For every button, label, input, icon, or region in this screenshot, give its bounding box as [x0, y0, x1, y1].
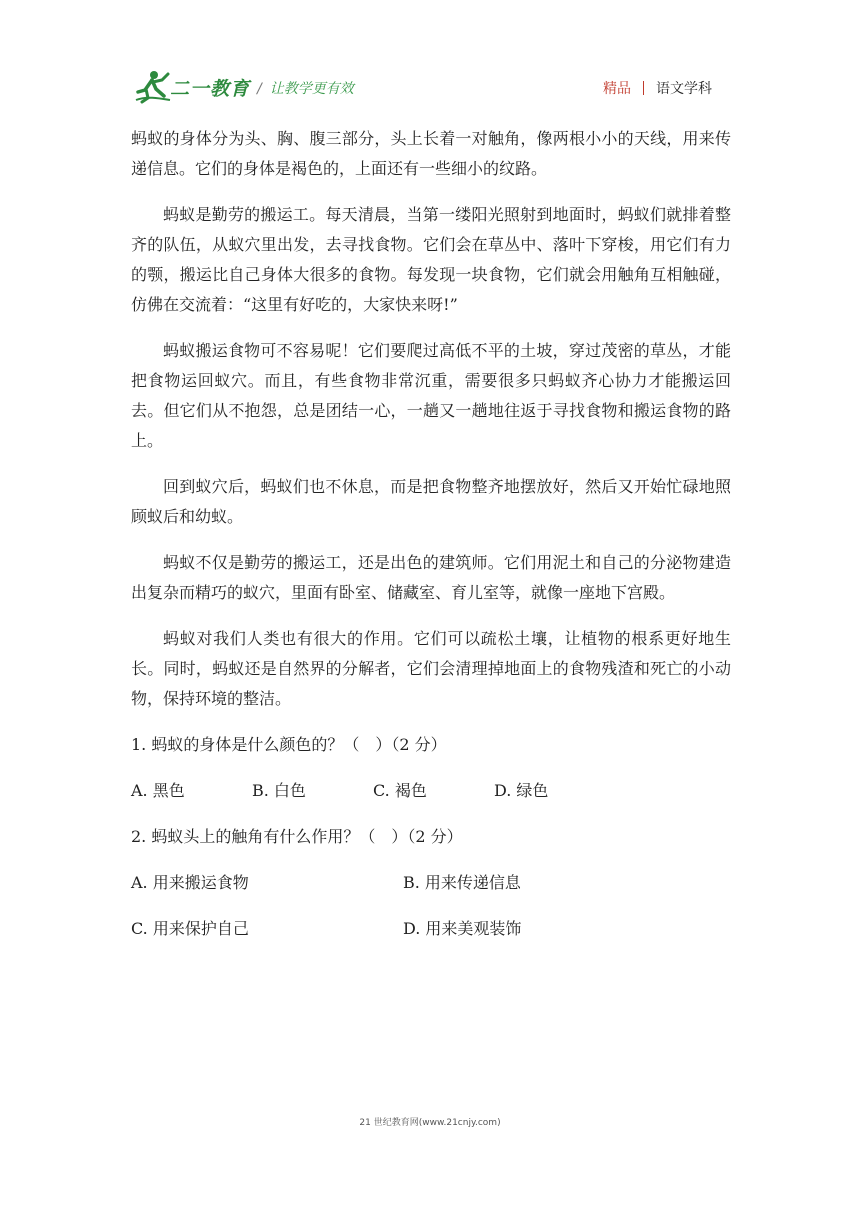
question-1-options: [131, 776, 731, 806]
passage-paragraph-3: 蚂蚁搬运食物可不容易呢！它们要爬过高低不平的土坡，穿过茂密的草丛，才能把食物运回蚁穴。而且，有些食物非常沉重，需要很多只蚂蚁齐心协力才能搬运回去。但它们从不抱怨，总是团结一心，一趟又一趟地往返于寻找食物和搬运食物的路上。: [131, 341, 731, 450]
question-2-option-c: C. 用来保护自己: [131, 919, 249, 938]
header-divider: [643, 81, 644, 95]
question-1-option-a: A. 黑色: [131, 781, 185, 800]
question-2-option-b: B. 用来传递信息: [403, 873, 521, 892]
subject-label: 语文学科: [656, 81, 712, 97]
question-1-option-c: C. 褐色: [373, 781, 427, 800]
passage-paragraph-6: 蚂蚁对我们人类也有很大的作用。它们可以疏松土壤，让植物的根系更好地生长。同时，蚂蚁还是自然界的分解者，它们会清理掉地面上的食物残渣和死亡的小动物，保持环境的整洁。: [131, 629, 731, 708]
question-2-option-a: A. 用来搬运食物: [131, 873, 249, 892]
question-2-option-d: D. 用来美观装饰: [403, 919, 522, 938]
premium-label: 精品: [603, 81, 631, 97]
passage-paragraph-4: 回到蚁穴后，蚂蚁们也不休息，而是把食物整齐地摆放好，然后又开始忙碌地照顾蚁后和幼蚁。: [131, 477, 731, 526]
header-subject-tag: [603, 78, 712, 98]
question-1-option-b: B. 白色: [252, 781, 306, 800]
slogan-separator: /: [257, 81, 262, 97]
question-2-options-row-2: [131, 914, 731, 944]
passage-paragraph-2: 蚂蚁是勤劳的搬运工。每天清晨，当第一缕阳光照射到地面时，蚂蚁们就排着整齐的队伍，从蚁穴里出发，去寻找食物。它们会在草丛中、落叶下穿梭，用它们有力的颚，搬运比自己身体大很多的食物。每发现一块食物，它们就会用触角互相触碰，仿佛在交流着：“这里有好吃的，大家快来呀!”: [131, 205, 731, 314]
slogan: [257, 78, 354, 98]
site-logo: [134, 70, 251, 104]
passage-paragraph-1: 蚂蚁的身体分为头、胸、腹三部分，头上长着一对触角，像两根小小的天线，用来传递信息。它们的身体是褐色的，上面还有一些细小的纹路。: [131, 129, 731, 178]
logo-text: 二一教育: [170, 78, 251, 100]
running-figure-icon: [134, 70, 172, 104]
page-footer: 21 世纪教育网(www.21cnjy.com): [359, 1118, 501, 1128]
question-1-stem: 1. 蚂蚁的身体是什么颜色的？（ ）（2 分）: [131, 735, 447, 754]
page-header: [0, 64, 860, 112]
slogan-text: 让教学更有效: [269, 81, 354, 97]
question-2-options-row-1: [131, 868, 731, 898]
document-body: [131, 124, 731, 960]
passage-paragraph-5: 蚂蚁不仅是勤劳的搬运工，还是出色的建筑师。它们用泥土和自己的分泌物建造出复杂而精巧的蚁穴，里面有卧室、储藏室、育儿室等，就像一座地下宫殿。: [131, 553, 731, 602]
question-1-option-d: D. 绿色: [494, 781, 549, 800]
question-2-stem: 2. 蚂蚁头上的触角有什么作用？（ ）（2 分）: [131, 827, 463, 846]
